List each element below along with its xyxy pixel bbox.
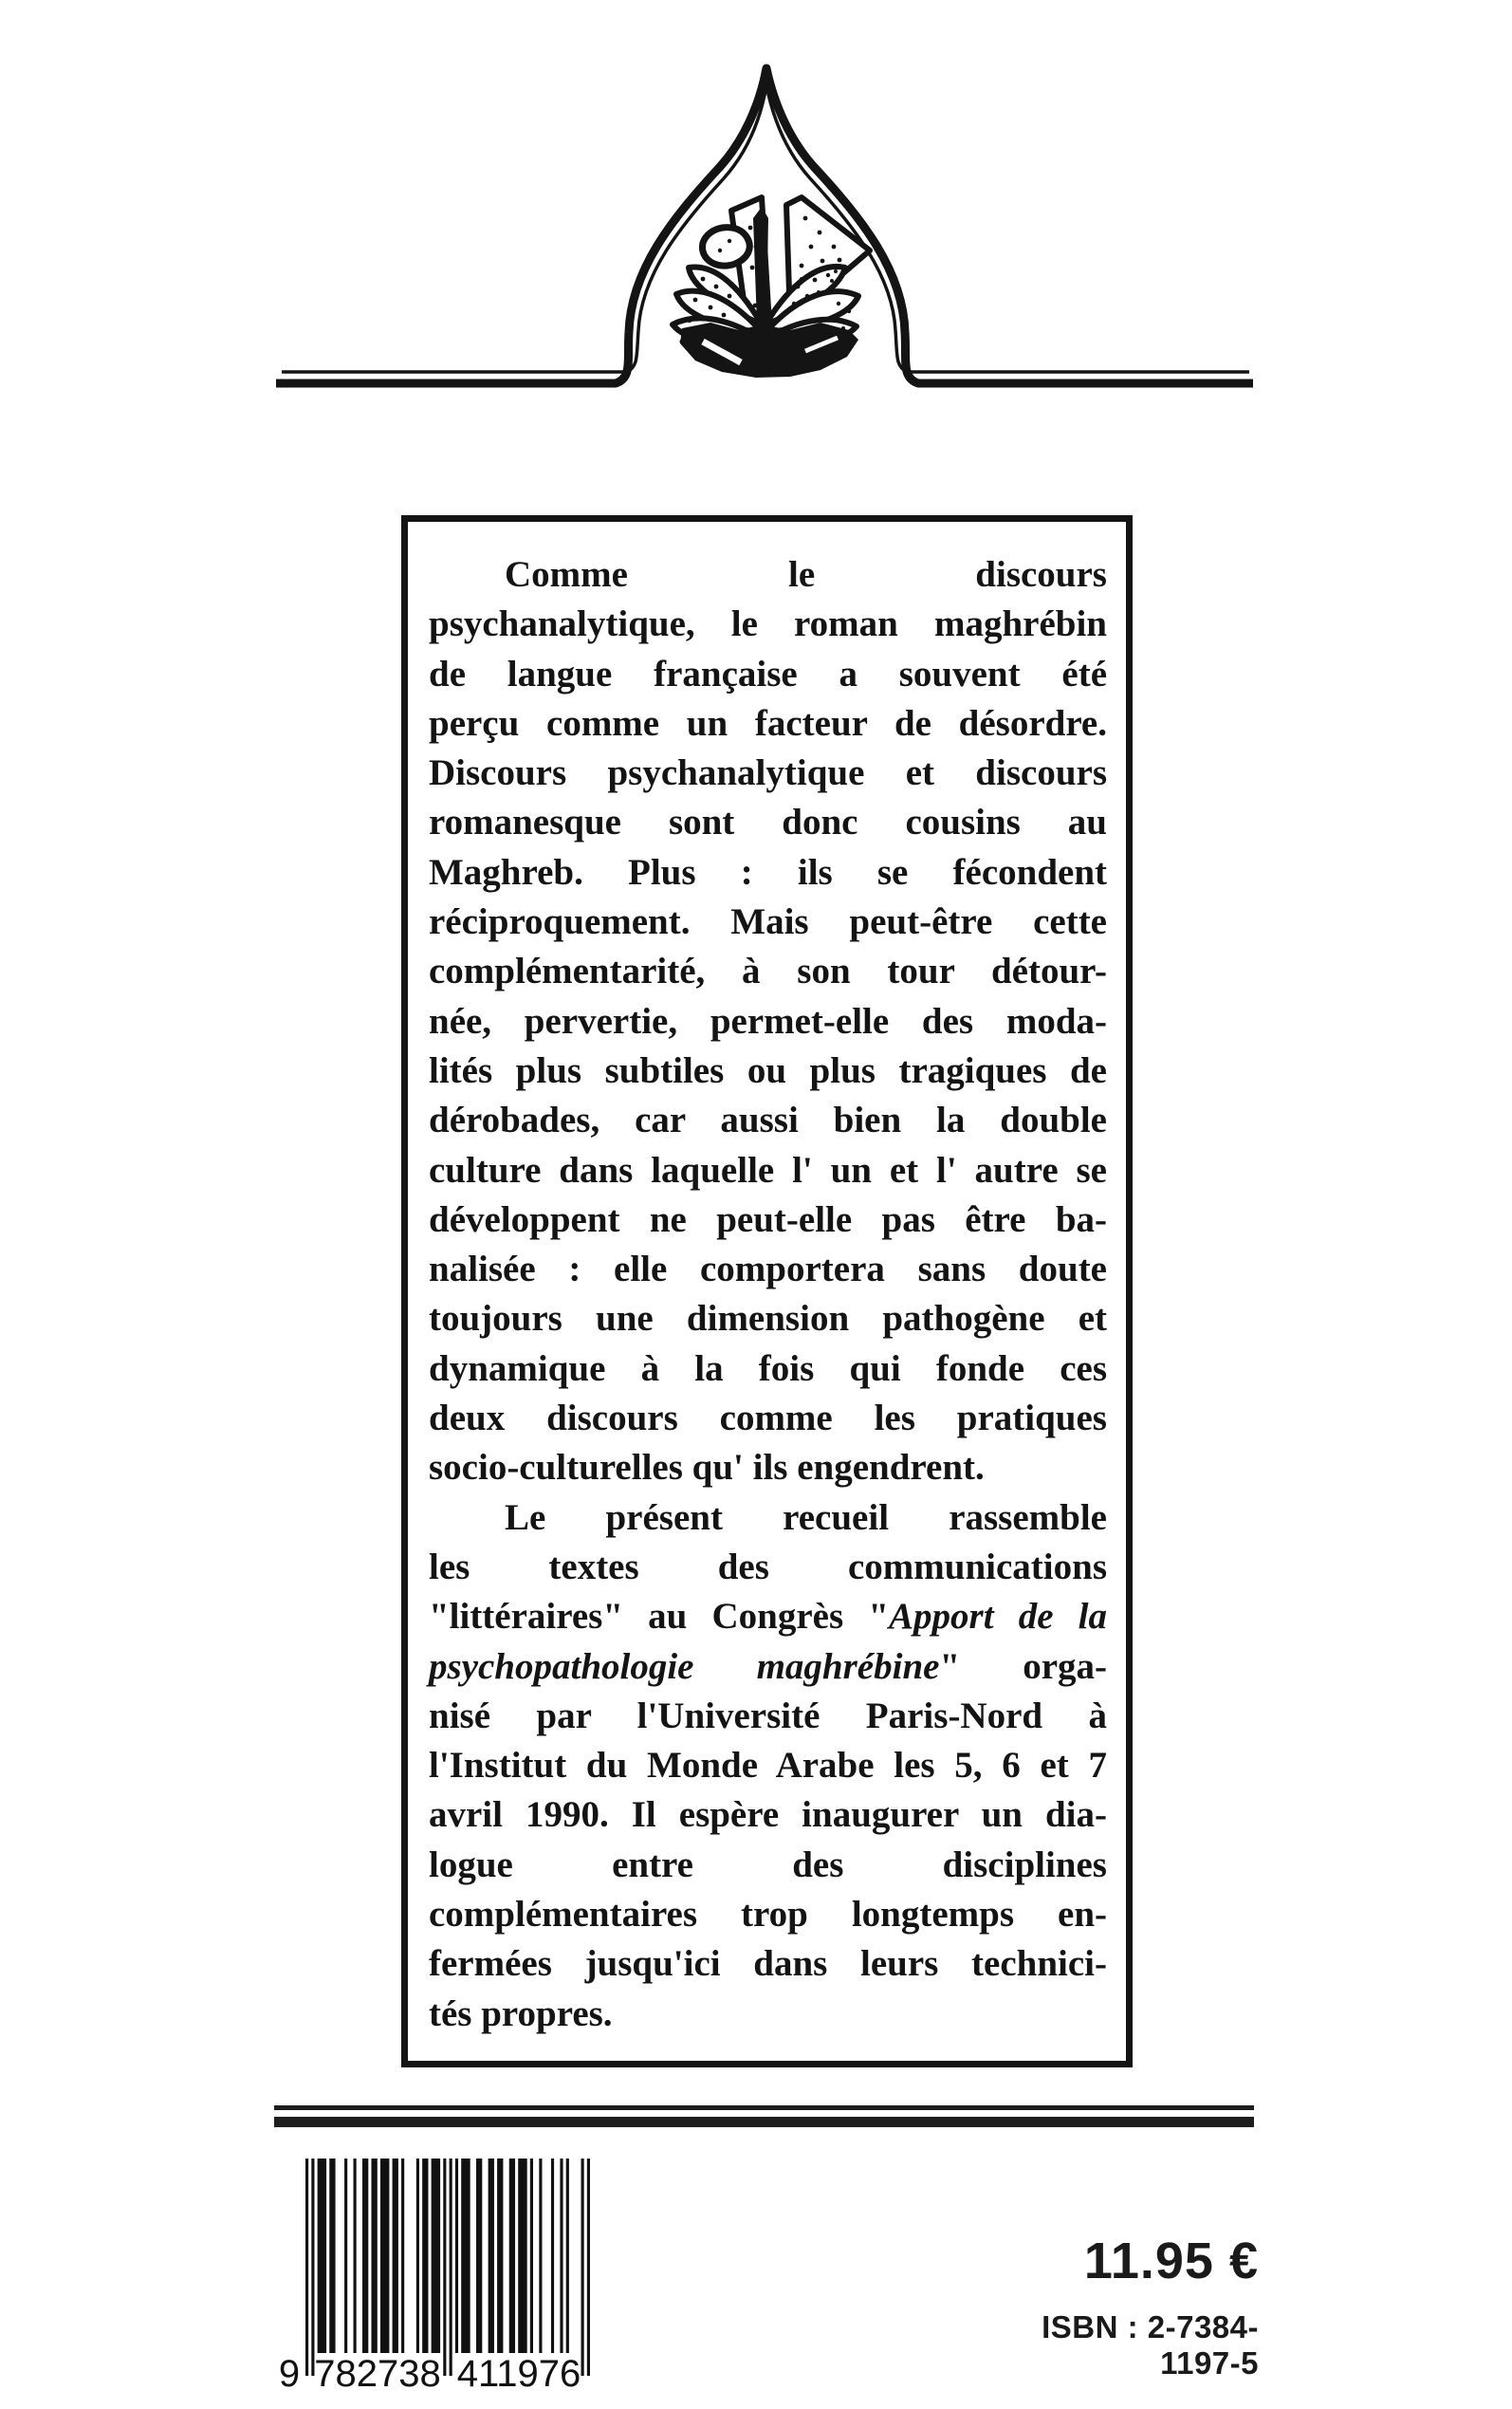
blurb-line: Le présent recueil rassemble — [505, 1496, 1107, 1538]
barcode-digits-right: 411976 — [456, 2353, 581, 2395]
blurb-line: psychanalytique, le roman maghrébin — [429, 603, 1107, 645]
blurb-line: réciproquement. Mais peut-être cette — [429, 901, 1107, 943]
blurb-line: complémentarité, à son tour détour- — [429, 951, 1107, 992]
publisher-emblem — [274, 47, 1255, 389]
blurb-line: tés propres. — [429, 1992, 613, 2034]
blurb-line: romanesque sont donc cousins au — [429, 802, 1107, 843]
blurb-line: psychopathologie maghrébine" orga- — [429, 1645, 1108, 1687]
blurb-line: toujours une dimension pathogène et — [429, 1298, 1107, 1340]
open-book-icon — [673, 197, 870, 378]
blurb-line: nisé par l'Université Paris-Nord à — [429, 1695, 1107, 1736]
blurb-box — [401, 515, 1133, 2067]
blurb-line: l'Institut du Monde Arabe les 5, 6 et 7 — [429, 1745, 1107, 1787]
price: 11.95 € — [1083, 2233, 1259, 2289]
blurb-line: Discours psychanalytique et discours — [429, 752, 1107, 794]
footer-rule-thick — [274, 2117, 1254, 2127]
blurb-line: perçu comme un facteur de désordre. — [429, 702, 1107, 744]
blurb-line: "littéraires" au Congrès "Apport de la — [429, 1596, 1108, 1638]
back-cover-blurb — [429, 550, 1107, 2039]
blurb-line: avril 1990. Il espère inaugurer un dia- — [429, 1794, 1107, 1836]
blurb-line: dynamique à la fois qui fonde ces — [429, 1347, 1107, 1389]
blurb-line: deux discours comme les pratiques — [429, 1398, 1107, 1439]
blurb-line: socio-culturelles qu' ils engendrent. — [429, 1447, 985, 1489]
blurb-line: Comme le discours — [505, 554, 1107, 595]
blurb-line: Maghreb. Plus : ils se fécondent — [429, 851, 1107, 893]
blurb-line: dérobades, car aussi bien la double — [429, 1100, 1107, 1141]
barcode-digit-first: 9 — [278, 2353, 301, 2395]
blurb-line: culture dans laquelle l' un et l' autre se — [429, 1149, 1107, 1191]
blurb-line: les textes des communications — [429, 1546, 1107, 1587]
blurb-line: fermées jusqu'ici dans leurs technici- — [429, 1943, 1107, 1985]
blurb-line: lités plus subtiles ou plus tragiques de — [429, 1049, 1107, 1091]
isbn: ISBN : 2-7384-1197-5 — [1042, 2309, 1259, 2381]
blurb-line: complémentaires trop longtemps en- — [429, 1894, 1107, 1936]
blurb-line: nalisée : elle comportera sans doute — [429, 1249, 1107, 1290]
barcode — [305, 2159, 590, 2376]
blurb-line: développent ne peut-elle pas être ba- — [429, 1198, 1107, 1240]
footer-rule-thin — [274, 2105, 1254, 2110]
blurb-line: logue entre des disciplines — [429, 1844, 1107, 1885]
blurb-line: de langue française a souvent été — [429, 653, 1107, 695]
blurb-line: née, pervertie, permet-elle des moda- — [429, 1000, 1107, 1042]
barcode-digits-left: 782738 — [314, 2353, 441, 2395]
